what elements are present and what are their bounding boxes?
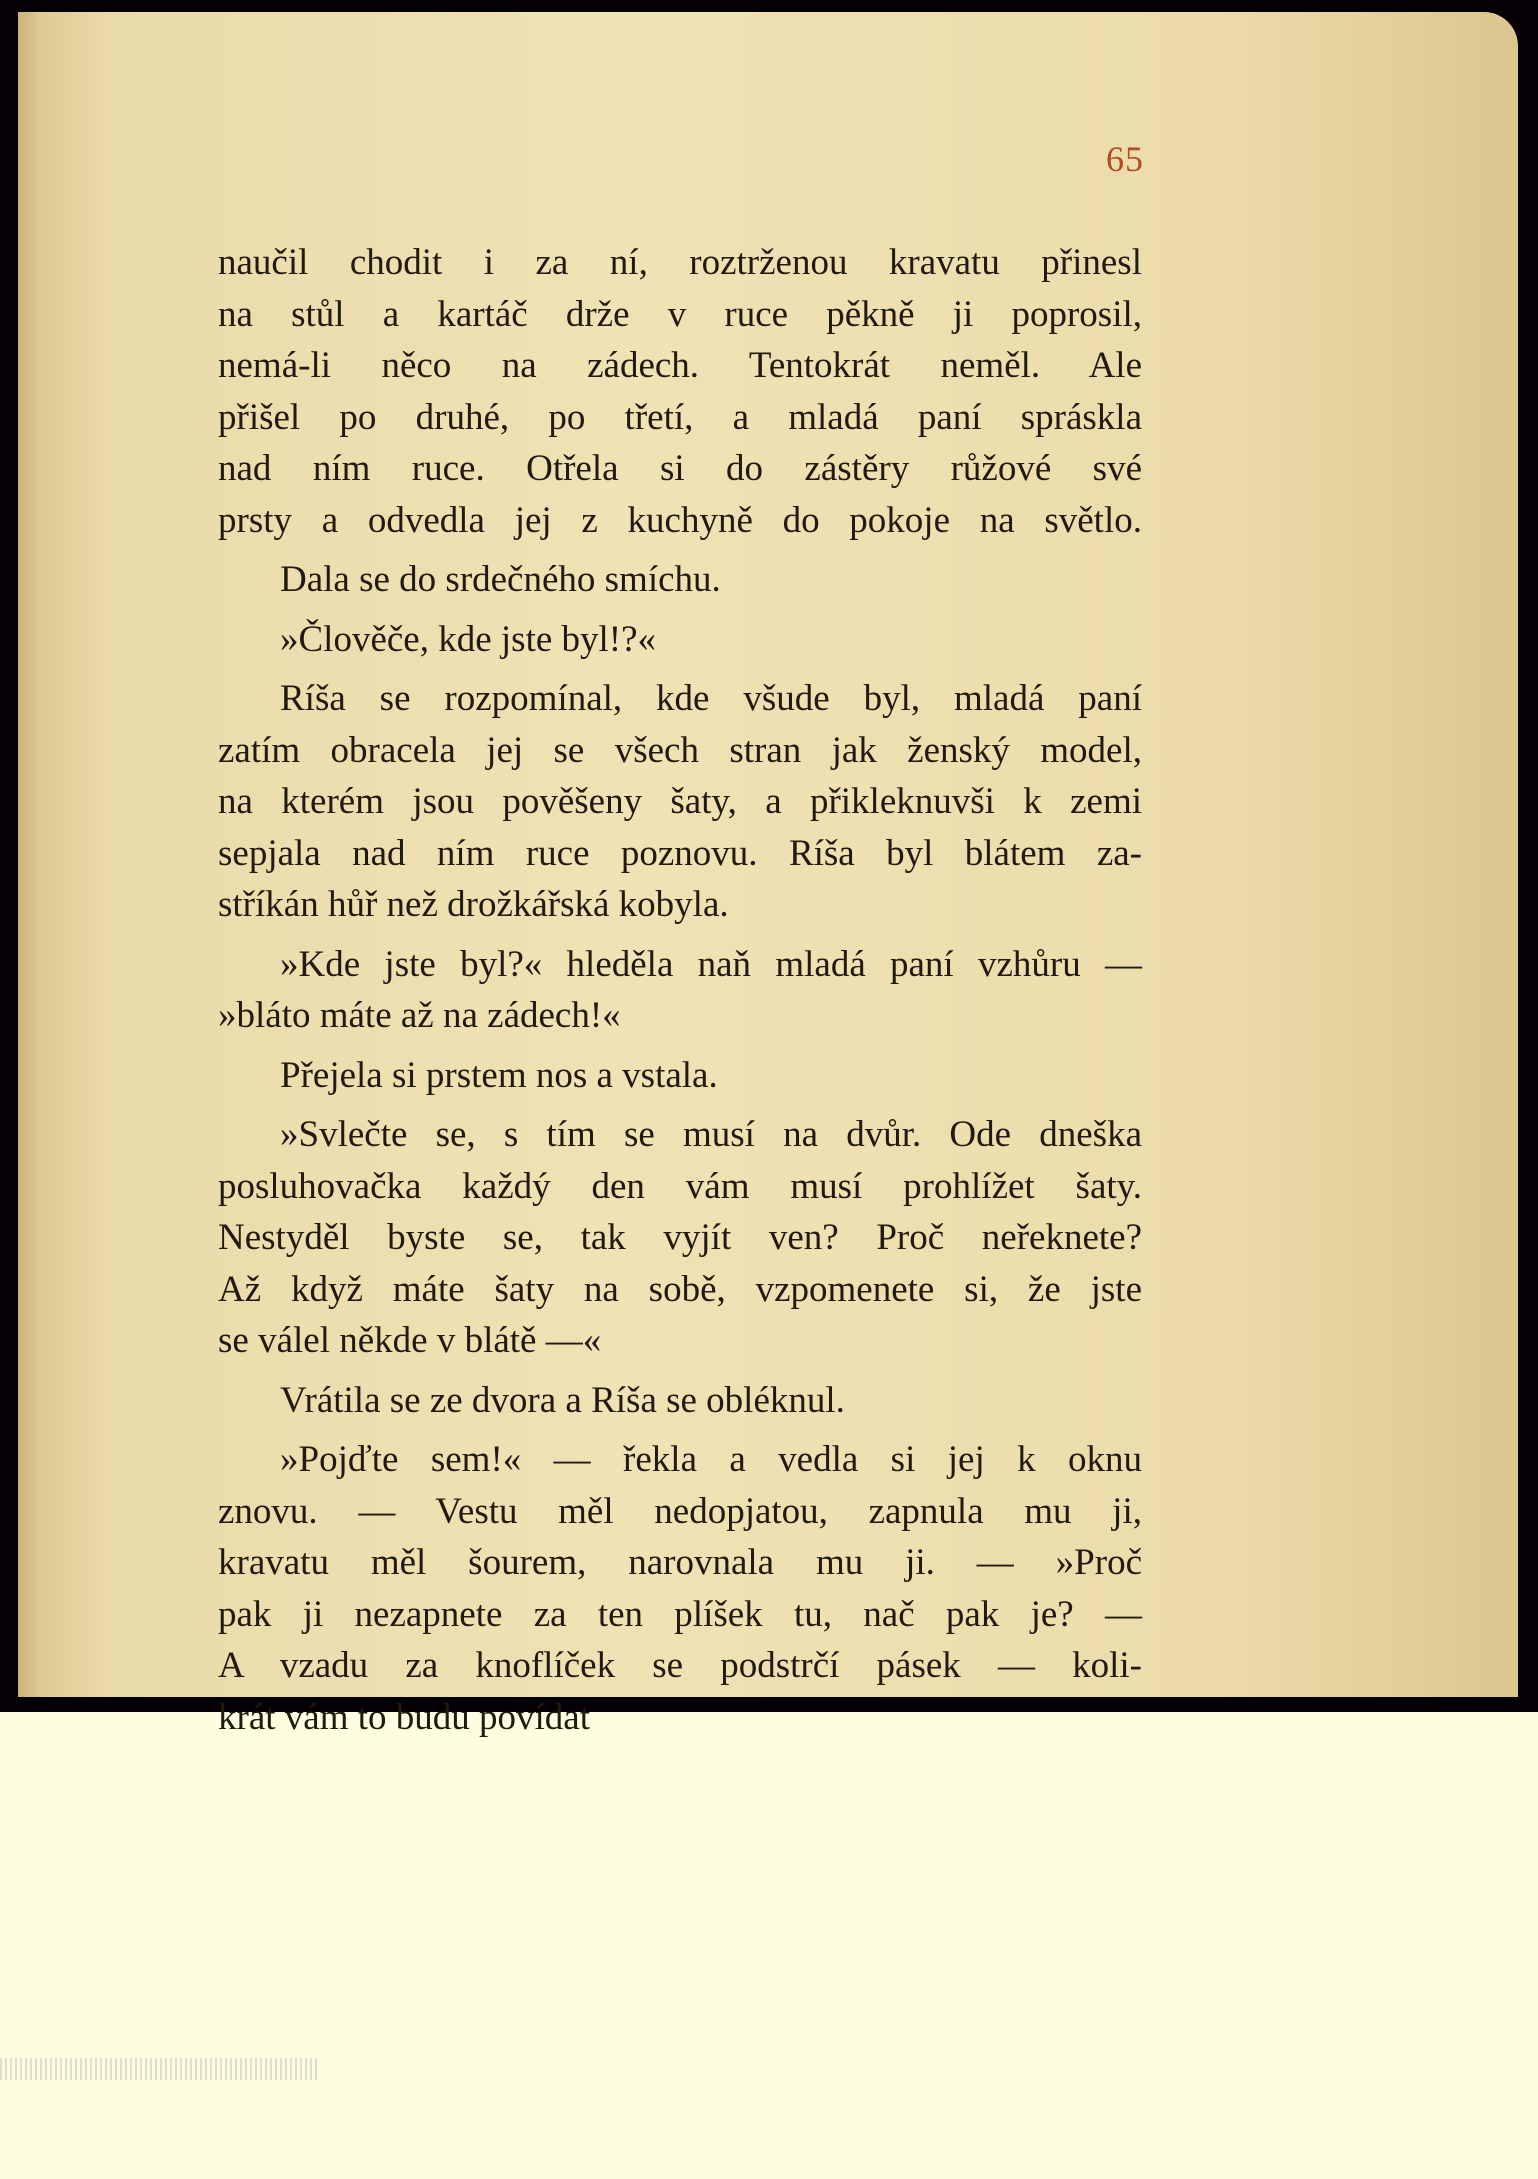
page-body-text (218, 237, 1142, 1738)
text-line: nad ním ruce. Otřela si do zástěry růžové své (218, 448, 1142, 489)
text-line: »Kde jste byl?« hleděla naň mladá paní vzhůru — (280, 943, 1142, 985)
text-line: prsty a odvedla jej z kuchyně do pokoje na světlo. (218, 499, 1142, 541)
text-line: A vzadu za knoflíček se podstrčí pásek — koli- (218, 1645, 1142, 1686)
text-line: naučil chodit i za ní, roztrženou kravatu přinesl (218, 242, 1142, 283)
text-line: nemá-li něco na zádech. Tentokrát neměl. Ale (218, 345, 1142, 386)
text-line: znovu. — Vestu měl nedopjatou, zapnula mu ji, (218, 1490, 1142, 1532)
text-line: zatím obracela jej se všech stran jak ženský model, (218, 729, 1142, 771)
text-line: pak ji nezapnete za ten plíšek tu, nač pak je? — (218, 1593, 1142, 1635)
text-line: na kterém jsou pověšeny šaty, a přikleknuvši k zemi (218, 781, 1142, 822)
text-line: »Pojďte sem!« — řekla a vedla si jej k oknu (280, 1439, 1142, 1480)
text-line: Přejela si prstem nos a vstala. (280, 1054, 718, 1096)
text-line: sepjala nad ním ruce poznovu. Ríša byl blátem za- (218, 832, 1142, 874)
text-line: Až když máte šaty na sobě, vzpomenete si, že jste (218, 1268, 1142, 1310)
text-line: přišel po druhé, po třetí, a mladá paní spráskla (218, 396, 1142, 438)
text-line: se válel někde v blátě —« (218, 1320, 602, 1361)
text-line: stříkán hůř než drožkářská kobyla. (218, 884, 729, 925)
text-line-cut-off: krát vám to budu povídat (218, 1696, 590, 1738)
text-line: na stůl a kartáč drže v ruce pěkně ji poprosil, (218, 293, 1142, 335)
text-line: Dala se do srdečného smíchu. (280, 559, 721, 600)
text-line: kravatu měl šourem, narovnala mu ji. — »Proč (218, 1542, 1142, 1583)
scan-edge-artifact (0, 2058, 320, 2080)
text-line: »Svlečte se, s tím se musí na dvůr. Ode dneška (280, 1114, 1142, 1155)
text-line: »Člověče, kde jste byl!?« (280, 618, 657, 660)
book-page (18, 12, 1518, 1738)
text-line: »bláto máte až na zádech!« (218, 995, 621, 1036)
text-line: Nestyděl byste se, tak vyjít ven? Proč neřeknete? (218, 1217, 1142, 1258)
page-number: 65 (1106, 139, 1144, 179)
text-line: posluhovačka každý den vám musí prohlížet šaty. (218, 1165, 1142, 1207)
text-line: Vrátila se ze dvora a Ríša se obléknul. (280, 1379, 845, 1421)
text-line: Ríša se rozpomínal, kde všude byl, mladá paní (280, 678, 1142, 719)
